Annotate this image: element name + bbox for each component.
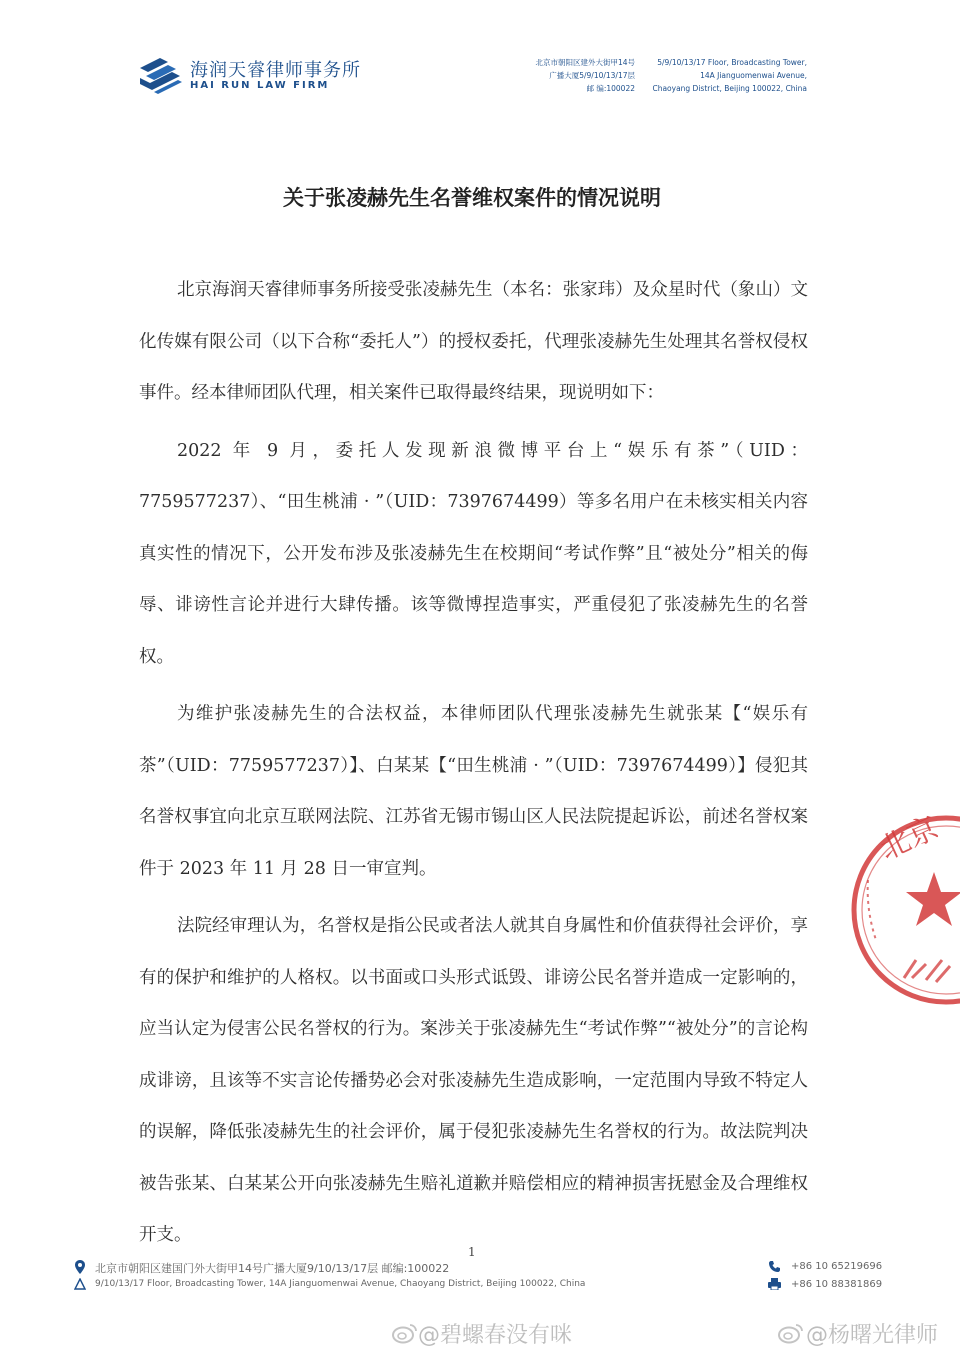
watermark-user: @碧螺春没有咪 xyxy=(418,1323,573,1348)
header-address-en-line: Chaoyang District, Beijing 100022, China xyxy=(652,84,807,93)
firm-logo-icon xyxy=(138,54,184,96)
header-address-en xyxy=(652,56,807,95)
header-address-cn-line: 邮 编:100022 xyxy=(586,84,635,93)
official-seal xyxy=(846,810,960,1010)
firm-name-en: HAI RUN LAW FIRM xyxy=(190,80,330,91)
header-address-en-line: 5/9/10/13/17 Floor, Broadcasting Tower, xyxy=(657,58,807,67)
footer xyxy=(73,1258,893,1298)
header-address-cn xyxy=(535,56,635,95)
watermark-lawyer: @杨曙光律师 xyxy=(806,1323,939,1348)
firm-name-cn: 海润天睿律师事务所 xyxy=(190,60,361,81)
seal-text: 北京 xyxy=(874,810,944,868)
footer-address-cn: 北京市朝阳区建国门外大街甲14号广播大厦9/10/13/17层 邮编:100022 xyxy=(95,1262,450,1275)
document-body xyxy=(139,265,808,1268)
seal-stamp-icon xyxy=(846,810,960,1010)
body-paragraph: 为维护张凌赫先生的合法权益，本律师团队代理张凌赫先生就张某【“娱乐有茶”（UID：7759577237）】、白某某【“田生桃浦 · ”（UID：7397674499）】侵犯其名誉权事宜向北京互联网法院、江苏省无锡市锡山区人民法院提起诉讼，前述名誉权案件于 2023 年 11 月 28 日一审宣判。 xyxy=(139,704,808,879)
header-address-cn-line: 北京市朝阳区建外大街甲14号 xyxy=(535,58,635,67)
header-address-cn-line: 广播大厦5/9/10/13/17层 xyxy=(549,71,635,80)
building-icon xyxy=(74,1278,86,1290)
fax-icon xyxy=(768,1278,781,1290)
footer-phone: +86 10 65219696 xyxy=(791,1261,883,1272)
firm-logo xyxy=(138,52,361,100)
header-address-en-line: 14A Jianguomenwai Avenue, xyxy=(700,71,807,80)
body-paragraph: 法院经审理认为，名誉权是指公民或者法人就其自身属性和价值获得社会评价，享有的保护和维护的人格权。以书面或口头形式诋毁、诽谤公民名誉并造成一定影响的，应当认定为侵害公民名誉权的行为。案涉关于张凌赫先生“考试作弊”“被处分”的言论构成诽谤，且该等不实言论传播势必会对张凌赫先生造成影响，一定范围内导致不特定人的误解，降低张凌赫先生的社会评价，属于侵犯张凌赫先生名誉权的行为。故法院判决被告张某、白某某公开向张凌赫先生赔礼道歉并赔偿相应的精神损害抚慰金及合理维权开支。 xyxy=(139,916,808,1245)
weibo-logo-icon xyxy=(778,1322,804,1344)
body-paragraph: 北京海润天睿律师事务所接受张凌赫先生（本名：张家玮）及众星时代（象山）文化传媒有限公司（以下合称“委托人”）的授权委托，代理张凌赫先生处理其名誉权侵权事件。经本律师团队代理，相关案件已取得最终结果，现说明如下： xyxy=(139,280,808,403)
phone-icon xyxy=(769,1261,780,1272)
document-title: 关于张凌赫先生名誉维权案件的情况说明 xyxy=(283,185,661,210)
footer-fax: +86 10 88381869 xyxy=(791,1279,883,1290)
body-paragraph: 2022 年 9 月，委托人发现新浪微博平台上“娱乐有茶”（UID：7759577237）、“田生桃浦 · ”（UID：7397674499）等多名用户在未核实相关内容真实性的情况下，公开发布涉及张凌赫先生在校期间“考试作弊”且“被处分”相关的侮辱、诽谤性言论并进行大肆传播。该等微博捏造事实，严重侵犯了张凌赫先生的名誉权。 xyxy=(139,440,808,667)
footer-address-en: 9/10/13/17 Floor, Broadcasting Tower, 14A Jianguomenwai Avenue, Chaoyang District, Beijing 100022, China xyxy=(95,1279,586,1289)
page-number: 1 xyxy=(468,1245,476,1259)
weibo-logo-icon xyxy=(392,1322,418,1344)
location-pin-icon xyxy=(75,1260,85,1274)
